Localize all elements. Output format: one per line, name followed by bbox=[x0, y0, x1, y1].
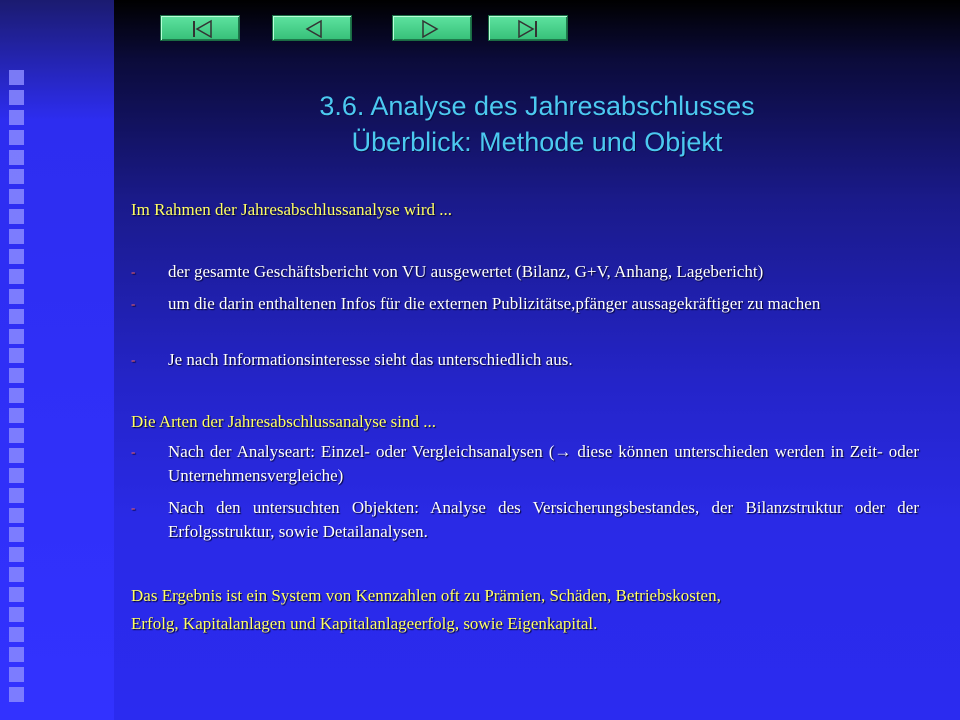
square-deco bbox=[9, 368, 24, 383]
skip-first-icon bbox=[161, 16, 241, 42]
square-deco bbox=[9, 110, 24, 125]
list-item bbox=[131, 440, 919, 488]
square-deco bbox=[9, 209, 24, 224]
list-item-text: der gesamte Geschäftsbericht von VU ausgewertet (Bilanz, G+V, Anhang, Lagebericht) bbox=[168, 262, 764, 281]
square-deco bbox=[9, 130, 24, 145]
result-line-1: Das Ergebnis ist ein System von Kennzahlen oft zu Prämien, Schäden, Betriebskosten, bbox=[131, 586, 721, 605]
square-deco bbox=[9, 388, 24, 403]
list-item-text: um die darin enthaltenen Infos für die externen Publizitätse,pfänger aussagekräftiger zu machen bbox=[168, 294, 821, 313]
next-icon bbox=[393, 16, 473, 42]
item-text-part: diese können unterschieden werden in Zeit- oder Unternehmensvergleiche) bbox=[168, 442, 919, 485]
first-slide-button[interactable] bbox=[160, 15, 240, 41]
title-line-1: 3.6. Analyse des Jahresabschlusses bbox=[319, 91, 755, 121]
decorative-squares bbox=[9, 70, 25, 707]
square-deco bbox=[9, 289, 24, 304]
slide-title bbox=[114, 88, 960, 160]
bullet-dash-icon: - bbox=[131, 500, 136, 515]
bullet-dash-icon: - bbox=[131, 296, 136, 311]
square-deco bbox=[9, 70, 24, 85]
square-deco bbox=[9, 687, 24, 702]
square-deco bbox=[9, 587, 24, 602]
list-item bbox=[131, 496, 919, 544]
square-deco bbox=[9, 249, 24, 264]
square-deco bbox=[9, 329, 24, 344]
title-line-2: Überblick: Methode und Objekt bbox=[351, 127, 723, 157]
next-slide-button[interactable] bbox=[392, 15, 472, 41]
square-deco bbox=[9, 468, 24, 483]
square-deco bbox=[9, 547, 24, 562]
list-item bbox=[131, 292, 919, 316]
previous-icon bbox=[273, 16, 353, 42]
list-item-text: Nach den untersuchten Objekten: Analyse des Versicherungsbestandes, der Bilanzstruktur oder der Erfolgsstruktur, sowie Detailanalysen. bbox=[168, 498, 919, 541]
square-deco bbox=[9, 448, 24, 463]
square-deco bbox=[9, 428, 24, 443]
list-item bbox=[131, 348, 919, 372]
previous-slide-button[interactable] bbox=[272, 15, 352, 41]
arrow-right-icon: → bbox=[554, 442, 572, 461]
skip-last-icon bbox=[489, 16, 569, 42]
square-deco bbox=[9, 508, 24, 523]
bullet-dash-icon: - bbox=[131, 264, 136, 279]
square-deco bbox=[9, 567, 24, 582]
left-decorative-band bbox=[0, 0, 114, 720]
square-deco bbox=[9, 189, 24, 204]
section2-intro: Die Arten der Jahresabschlussanalyse sind ... bbox=[131, 412, 436, 431]
bullet-dash-icon: - bbox=[131, 352, 136, 367]
square-deco bbox=[9, 90, 24, 105]
bullet-dash-icon: - bbox=[131, 444, 136, 459]
square-deco bbox=[9, 150, 24, 165]
list-item-text bbox=[168, 440, 919, 488]
square-deco bbox=[9, 488, 24, 503]
square-deco bbox=[9, 527, 24, 542]
square-deco bbox=[9, 627, 24, 642]
item-text-part: Nach der Analyseart: Einzel- oder Vergleichsanalysen ( bbox=[168, 442, 555, 461]
square-deco bbox=[9, 647, 24, 662]
section1-intro: Im Rahmen der Jahresabschlussanalyse wird ... bbox=[131, 200, 453, 219]
last-slide-button[interactable] bbox=[488, 15, 568, 41]
square-deco bbox=[9, 229, 24, 244]
square-deco bbox=[9, 269, 24, 284]
square-deco bbox=[9, 348, 24, 363]
square-deco bbox=[9, 309, 24, 324]
list-item-text: Je nach Informationsinteresse sieht das unterschiedlich aus. bbox=[168, 350, 573, 369]
result-line-2: Erfolg, Kapitalanlagen und Kapitalanlageerfolg, sowie Eigenkapital. bbox=[131, 614, 598, 633]
square-deco bbox=[9, 408, 24, 423]
square-deco bbox=[9, 169, 24, 184]
list-item bbox=[131, 260, 919, 284]
square-deco bbox=[9, 667, 24, 682]
square-deco bbox=[9, 607, 24, 622]
